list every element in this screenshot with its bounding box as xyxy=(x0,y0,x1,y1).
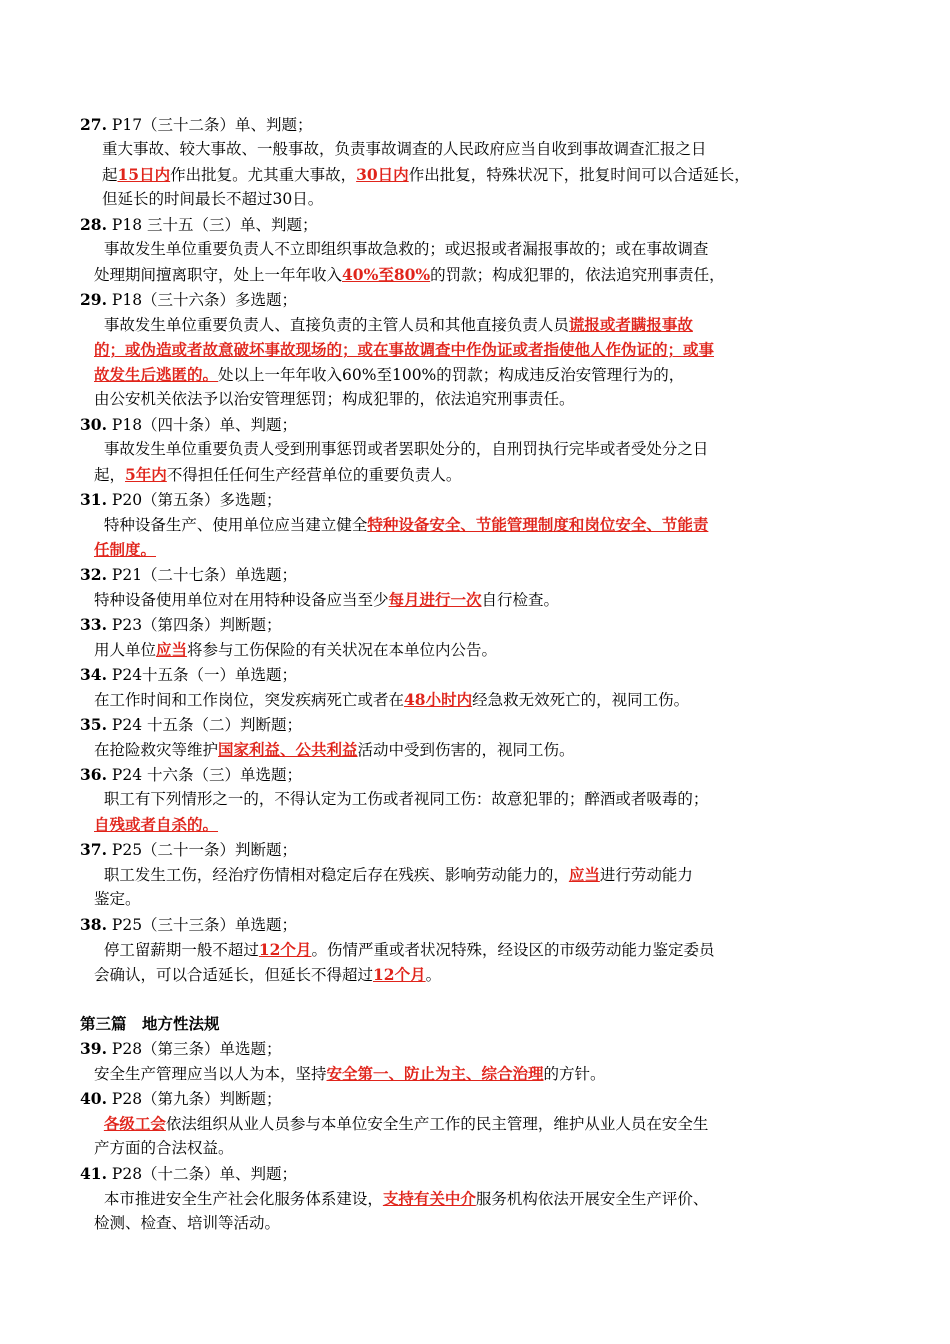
text-segment: 自行检查。 xyxy=(481,591,560,609)
question-number: 38. xyxy=(80,915,107,934)
question-text-line xyxy=(80,312,880,337)
question-header xyxy=(80,662,880,687)
question-text-line xyxy=(80,737,880,762)
question-text-line xyxy=(80,687,880,712)
highlighted-answer: 安全第一、防止为主、综合治理 xyxy=(326,1064,544,1083)
question-text-line xyxy=(80,237,880,262)
question-item xyxy=(80,562,880,612)
section-title: 第三篇 地方性法规 xyxy=(80,1014,220,1033)
text-segment: 活动中受到伤害的，视同工伤。 xyxy=(357,741,575,759)
question-number: 31. xyxy=(80,490,107,509)
question-header xyxy=(80,837,880,862)
highlighted-answer: 支持有关中介 xyxy=(382,1189,476,1208)
text-segment: 。 xyxy=(425,966,442,984)
question-reference: P28（第九条）判断题； xyxy=(111,1090,282,1108)
highlighted-answer: 各级工会 xyxy=(103,1114,166,1133)
text-segment: 本市推进安全生产社会化服务体系建设， xyxy=(94,1190,383,1208)
question-reference: P23（第四条）判断题； xyxy=(111,616,282,634)
text-segment: 检测、检查、培训等活动。 xyxy=(94,1214,281,1232)
question-text-line xyxy=(80,787,880,812)
highlighted-answer: 应当 xyxy=(156,640,188,659)
question-header xyxy=(80,562,880,587)
question-text-line xyxy=(80,187,880,212)
highlighted-answer: 任制度。 xyxy=(94,540,157,559)
question-item xyxy=(80,487,880,562)
question-number: 34. xyxy=(80,665,107,684)
question-text-line xyxy=(80,1111,880,1136)
question-number: 33. xyxy=(80,615,107,634)
text-segment: 事故发生单位重要负责人不立即组织事故急救的；或迟报或者漏报事故的；或在事故调查 xyxy=(94,240,709,258)
question-text-line xyxy=(80,1186,880,1211)
question-number: 36. xyxy=(80,765,107,784)
text-segment: 但延长的时间最长不超过30日。 xyxy=(102,190,324,208)
question-text-line xyxy=(80,637,880,662)
question-item xyxy=(80,712,880,762)
question-text-line xyxy=(80,587,880,612)
question-header xyxy=(80,1036,880,1061)
question-item xyxy=(80,1036,880,1086)
text-segment: 处理期间擅离职守，处上一年年收入 xyxy=(94,266,343,284)
question-reference: P24 十六条（三）单选题； xyxy=(111,766,302,784)
text-segment: 依法组织从业人员参与本单位安全生产工作的民主管理，维护从业人员在安全生 xyxy=(165,1115,709,1133)
highlighted-answer: 12个月 xyxy=(258,940,312,959)
question-reference: P24十五条（一）单选题； xyxy=(111,666,298,684)
question-header xyxy=(80,712,880,737)
question-header xyxy=(80,1086,880,1111)
question-number: 30. xyxy=(80,415,107,434)
highlighted-answer: 谎报或者瞒报事故 xyxy=(568,315,693,334)
highlighted-answer: 15日内 xyxy=(117,165,171,184)
question-item xyxy=(80,1161,880,1236)
question-item xyxy=(80,1086,880,1161)
question-reference: P21（二十七条）单选题； xyxy=(111,566,298,584)
text-segment: 特种设备使用单位对在用特种设备应当至少 xyxy=(94,591,389,609)
text-segment: 会确认，可以合适延长，但延长不得超过 xyxy=(94,966,374,984)
highlighted-answer: 12个月 xyxy=(373,965,426,984)
question-text-line xyxy=(80,437,880,462)
question-header xyxy=(80,912,880,937)
question-number: 41. xyxy=(80,1164,107,1183)
question-text-line xyxy=(80,362,880,387)
highlighted-answer: 的；或伪造或者故意破坏事故现场的；或在事故调查中作伪证或者指使他人作伪证的；或事 xyxy=(94,340,715,359)
question-header xyxy=(80,612,880,637)
text-segment: 产方面的合法权益。 xyxy=(94,1139,234,1157)
question-item xyxy=(80,837,880,912)
question-text-line xyxy=(80,387,880,412)
question-reference: P18 三十五（三）单、判题； xyxy=(111,216,318,234)
question-text-line xyxy=(80,1211,880,1236)
question-reference: P25（二十一条）判断题； xyxy=(111,841,298,859)
text-segment: 服务机构依法开展安全生产评价、 xyxy=(475,1190,709,1208)
question-list-part-three xyxy=(80,1036,880,1236)
text-segment: 鉴定。 xyxy=(94,890,141,908)
text-segment: 由公安机关依法予以治安管理惩罚；构成犯罪的，依法追究刑事责任。 xyxy=(94,390,575,408)
question-header xyxy=(80,212,880,237)
highlighted-answer: 每月进行一次 xyxy=(388,590,482,609)
highlighted-answer: 自残或者自杀的。 xyxy=(94,815,219,834)
question-reference: P18（四十条）单、判题； xyxy=(111,416,298,434)
question-reference: P28（十二条）单、判题； xyxy=(111,1165,298,1183)
question-number: 28. xyxy=(80,215,107,234)
question-number: 37. xyxy=(80,840,107,859)
text-segment: 重大事故、较大事故、一般事故，负责事故调查的人民政府应当自收到事故调查汇报之日 xyxy=(102,140,707,158)
question-number: 39. xyxy=(80,1039,107,1058)
question-text-line xyxy=(80,887,880,912)
question-item xyxy=(80,912,880,987)
text-segment: 安全生产管理应当以人为本，坚持 xyxy=(94,1065,327,1083)
document-body xyxy=(80,112,880,1236)
question-item xyxy=(80,662,880,712)
text-segment: 职工有下列情形之一的，不得认定为工伤或者视同工伤：故意犯罪的；醉酒或者吸毒的； xyxy=(94,790,709,808)
question-reference: P24 十五条（二）判断题； xyxy=(111,716,302,734)
text-segment xyxy=(94,1115,104,1133)
question-number: 32. xyxy=(80,565,107,584)
question-item xyxy=(80,412,880,487)
question-text-line xyxy=(80,137,880,162)
question-reference: P17（三十二条）单、判题； xyxy=(111,116,313,134)
question-header xyxy=(80,412,880,437)
highlighted-answer: 特种设备安全、节能管理制度和岗位安全、节能责 xyxy=(367,515,709,534)
question-number: 35. xyxy=(80,715,107,734)
highlighted-answer: 故发生后逃匿的。 xyxy=(94,365,219,384)
highlighted-answer: 应当 xyxy=(568,865,600,884)
text-segment: 不得担任任何生产经营单位的重要负责人。 xyxy=(166,466,462,484)
question-item xyxy=(80,212,880,287)
highlighted-answer: 48小时内 xyxy=(404,690,473,709)
question-number: 40. xyxy=(80,1089,107,1108)
question-text-line xyxy=(80,162,880,187)
highlighted-answer: 国家利益、公共利益 xyxy=(218,740,358,759)
text-segment: 特种设备生产、使用单位应当建立健全 xyxy=(94,516,368,534)
highlighted-answer: 30日内 xyxy=(356,165,409,184)
question-text-line xyxy=(80,962,880,987)
text-segment: 在抢险救灾等维护 xyxy=(94,741,219,759)
text-segment: 职工发生工伤，经治疗伤情相对稳定后存在残疾、影响劳动能力的， xyxy=(94,866,569,884)
question-text-line xyxy=(80,1136,880,1161)
question-number: 27. xyxy=(80,115,107,134)
text-segment: 的罚款；构成犯罪的，依法追究刑事责任， xyxy=(430,266,725,284)
question-item xyxy=(80,112,880,212)
question-number: 29. xyxy=(80,290,107,309)
highlighted-answer: 40%至80% xyxy=(342,265,431,284)
question-reference: P25（三十三条）单选题； xyxy=(111,916,298,934)
text-segment: 事故发生单位重要负责人受到刑事惩罚或者罢职处分的，自刑罚执行完毕或者受处分之日 xyxy=(94,440,709,458)
text-segment: 起， xyxy=(94,466,126,484)
question-text-line xyxy=(80,337,880,362)
question-text-line xyxy=(80,812,880,837)
text-segment: 将参与工伤保险的有关状况在本单位内公告。 xyxy=(187,641,498,659)
text-segment: 用人单位 xyxy=(94,641,157,659)
text-segment: 起 xyxy=(102,166,118,184)
question-header xyxy=(80,112,880,137)
question-text-line xyxy=(80,1061,880,1086)
question-text-line xyxy=(80,537,880,562)
text-segment: 作出批复。尤其重大事故， xyxy=(170,166,357,184)
text-segment: 作出批复，特殊状况下，批复时间可以合适延长， xyxy=(408,166,750,184)
question-header xyxy=(80,487,880,512)
question-text-line xyxy=(80,262,880,287)
question-list-part-two xyxy=(80,112,880,987)
question-reference: P18（三十六条）多选题； xyxy=(111,291,298,309)
question-reference: P20（第五条）多选题； xyxy=(111,491,282,509)
question-text-line xyxy=(80,862,880,887)
question-item xyxy=(80,612,880,662)
text-segment: 的方针。 xyxy=(543,1065,606,1083)
question-reference: P28（第三条）单选题； xyxy=(111,1040,282,1058)
text-segment: 。伤情严重或者状况特殊，经设区的市级劳动能力鉴定委员 xyxy=(311,941,715,959)
text-segment: 进行劳动能力 xyxy=(599,866,693,884)
text-segment: 事故发生单位重要负责人、直接负责的主管人员和其他直接负责人员 xyxy=(94,316,569,334)
question-item xyxy=(80,287,880,412)
question-header xyxy=(80,762,880,787)
question-text-line xyxy=(80,937,880,962)
question-header xyxy=(80,1161,880,1186)
text-segment: 在工作时间和工作岗位，突发疾病死亡或者在 xyxy=(94,691,405,709)
question-text-line xyxy=(80,462,880,487)
highlighted-answer: 5年内 xyxy=(125,465,167,484)
text-segment: 停工留薪期一般不超过 xyxy=(94,941,259,959)
text-segment: 处以上一年年收入60%至100%的罚款；构成违反治安管理行为的， xyxy=(218,366,685,384)
question-text-line xyxy=(80,512,880,537)
question-header xyxy=(80,287,880,312)
text-segment: 经急救无效死亡的，视同工伤。 xyxy=(472,691,690,709)
question-item xyxy=(80,762,880,837)
